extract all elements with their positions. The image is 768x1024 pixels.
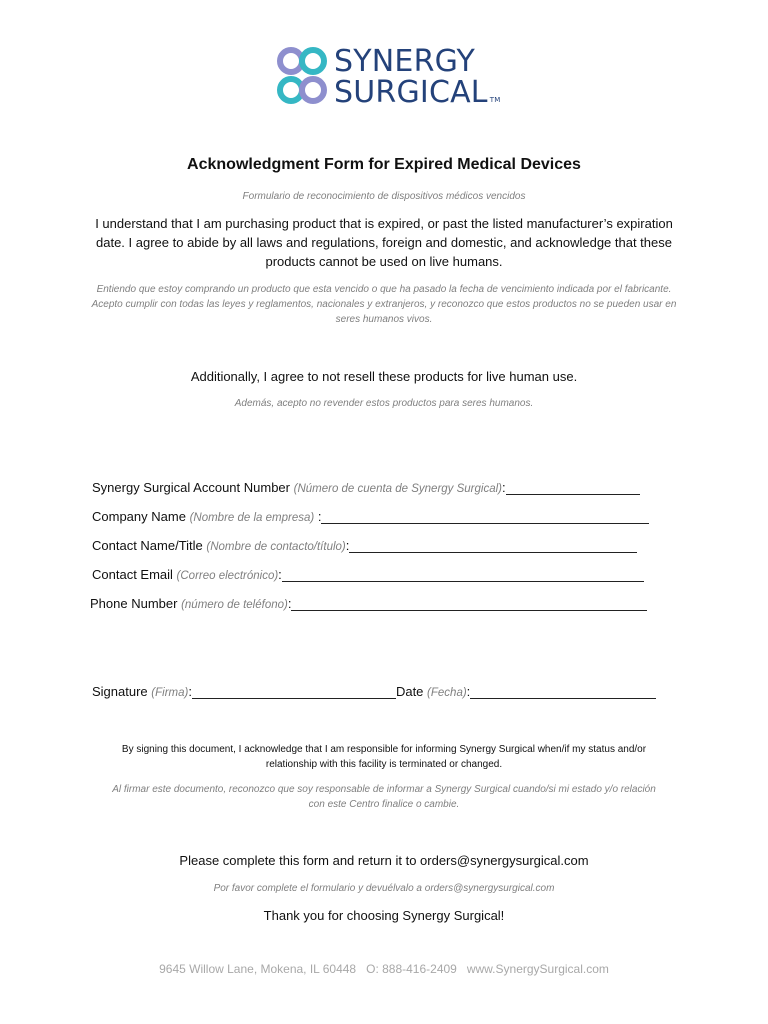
signature-date-row [92, 684, 656, 699]
contact-fields [92, 480, 662, 625]
return-instructions: Please complete this form and return it to orders@synergysurgical.com [179, 853, 589, 868]
status-acknowledgment-text: By signing this document, I acknowledge that I am responsible for informing Synergy Surgical when/if my status and/or relationship with this facility is terminated or changed. [121, 744, 647, 770]
no-resell-spanish: Además, acepto no revender estos productos para seres humanos. [234, 398, 534, 409]
logo-line-2: SURGICAL [334, 75, 488, 110]
date-label-spanish: (Fecha) [427, 687, 467, 699]
logo-wordmark [334, 46, 500, 116]
account-number-label-spanish: (Número de cuenta de Synergy Surgical) [293, 483, 502, 495]
account-number-label: Synergy Surgical Account Number [92, 480, 290, 495]
account-number-field[interactable]: Synergy Surgical Account Number (Número de cuenta de Synergy Surgical): [92, 480, 662, 509]
no-resell-text: Additionally, I agree to not resell these products for live human use. [190, 369, 578, 384]
logo-trademark: TM [489, 96, 501, 104]
account-number-line[interactable] [506, 481, 640, 495]
contact-email-label-spanish: (Correo electrónico) [176, 570, 279, 582]
contact-email-label: Contact Email [92, 567, 173, 582]
expired-acknowledgment-spanish: Entiendo que estoy comprando un producto que esta vencido o que ha pasado la fecha de vencimiento indicada por el fabricante. Acepto cumplir con todas las leyes y reglamentos, nacionales y extranjeros, y reconozco que estos productos no se pueden usar en seres humanos vivos. [91, 284, 677, 325]
form-title-spanish: Formulario de reconocimiento de dispositivos médicos vencidos [242, 191, 526, 202]
signature-label: Signature [92, 684, 148, 699]
expired-acknowledgment-text: I understand that I am purchasing product that is expired, or past the listed manufacturer’s expiration date. I agree to abide by all laws and regulations, foreign and domestic, and acknowledge that these products cannot be used on live humans. [95, 216, 673, 269]
signature-line[interactable] [192, 685, 396, 699]
form-title: Acknowledgment Form for Expired Medical Devices [187, 156, 581, 173]
phone-number-line[interactable] [291, 597, 647, 611]
footer-contact-info: 9645 Willow Lane, Mokena, IL 60448 O: 888-416-2409 www.SynergySurgical.com [159, 962, 609, 976]
signature-label-spanish: (Firma) [151, 687, 189, 699]
logo-line-1: SYNERGY [334, 44, 476, 79]
phone-number-field[interactable]: Phone Number (número de teléfono): [90, 596, 662, 625]
contact-name-field[interactable]: Contact Name/Title (Nombre de contacto/título): [92, 538, 662, 567]
contact-email-field[interactable]: Contact Email (Correo electrónico): [92, 567, 662, 596]
phone-number-label: Phone Number [90, 596, 178, 611]
signature-field[interactable]: Signature (Firma): [92, 684, 396, 699]
thank-you-text: Thank you for choosing Synergy Surgical! [263, 908, 505, 923]
date-label: Date [395, 684, 424, 699]
phone-number-label-spanish: (número de teléfono) [181, 599, 288, 611]
company-name-label: Company Name [92, 509, 186, 524]
return-instructions-spanish: Por favor complete el formulario y devuélvalo a orders@synergysurgical.com [213, 883, 555, 894]
company-logo [276, 42, 501, 112]
logo-mark-icon [276, 44, 330, 110]
date-line[interactable] [470, 685, 656, 699]
company-name-label-spanish: (Nombre de la empresa) [189, 512, 315, 524]
contact-name-line[interactable] [349, 539, 637, 553]
date-field[interactable]: Date (Fecha): [396, 684, 656, 699]
company-name-field[interactable]: Company Name (Nombre de la empresa) : [92, 509, 662, 538]
contact-name-label: Contact Name/Title [92, 538, 203, 553]
company-name-line[interactable] [321, 510, 649, 524]
contact-email-line[interactable] [282, 568, 644, 582]
contact-name-label-spanish: (Nombre de contacto/título) [206, 541, 346, 553]
status-acknowledgment-spanish: Al firmar este documento, reconozco que soy responsable de informar a Synergy Surgical cuando/si mi estado y/o relación con este Centro finalice o cambie. [112, 784, 656, 810]
